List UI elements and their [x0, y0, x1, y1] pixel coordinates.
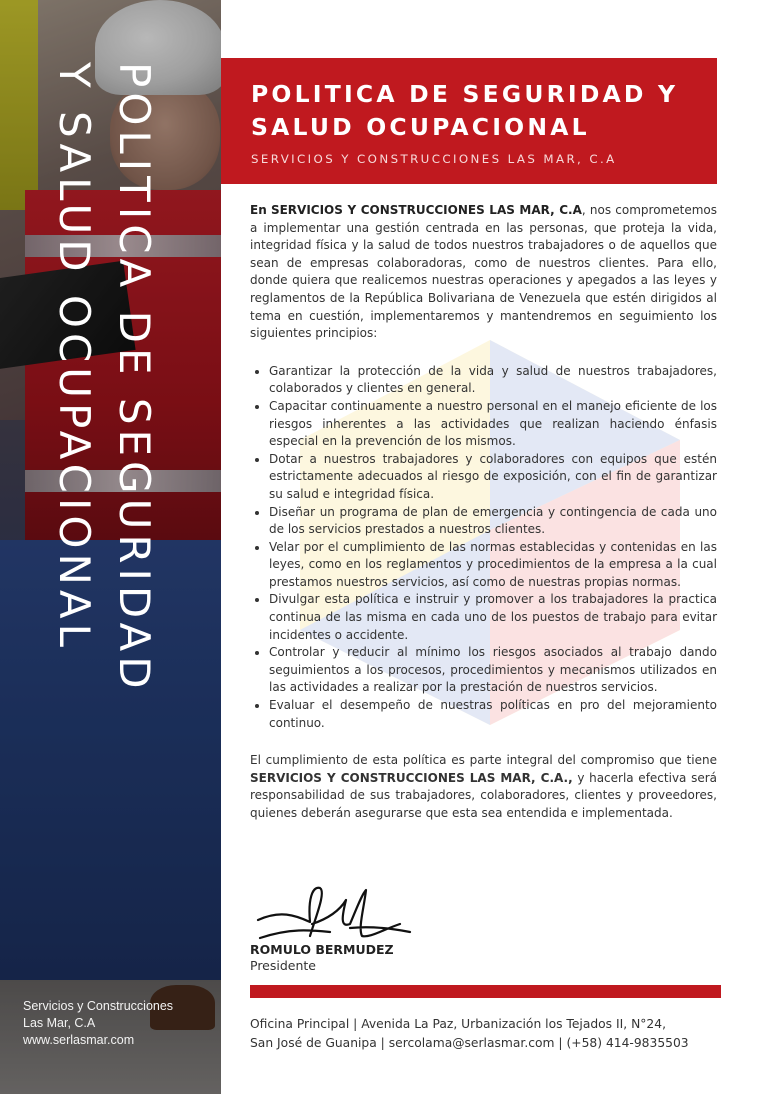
closing-text-after: y hacerla efectiva será responsabilidad de sus trabajadores, colaboradores, clientes y proveedores, quienes deberán asegurarse que esta sea entendida e implementada.: [250, 770, 717, 820]
intro-paragraph: [250, 202, 717, 343]
signatory-role: Presidente: [250, 958, 316, 973]
vertical-title-line1: POLITICA DE SEGURIDAD: [110, 62, 159, 694]
list-item: • Evaluar el desempeño de nuestras políticas en pro del mejoramiento continuo.: [269, 697, 717, 732]
list-item: • Diseñar un programa de plan de emergencia y contingencia de cada uno de los servicios prestados a nuestros clientes.: [269, 504, 717, 539]
list-item: • Dotar a nuestros trabajadores y colaboradores con equipos que estén estrictamente adecuados al riesgo de exposición, con el fin de garantizar su salud e integridad física.: [269, 451, 717, 504]
closing-company-name: SERVICIOS Y CONSTRUCCIONES LAS MAR, C.A.,: [250, 770, 573, 785]
intro-lead: En: [250, 203, 267, 217]
closing-paragraph: [250, 752, 717, 822]
signatory-name: ROMULO BERMUDEZ: [250, 942, 394, 957]
closing-text-before: El cumplimiento de esta política es parte integral del compromiso que tiene: [250, 753, 717, 768]
company-subtitle: SERVICIOS Y CONSTRUCCIONES LAS MAR, C.A: [251, 152, 617, 166]
list-item: • Capacitar continuamente a nuestro personal en el manejo eficiente de los riesgos inherentes a las actividades que realizan haciendo énfasis especial en la prevención de los mismos.: [269, 398, 717, 451]
vertical-title-line2: Y SALUD OCUPACIONAL: [50, 62, 99, 652]
footer-contact: [250, 1015, 725, 1053]
footer-divider: [250, 985, 721, 998]
list-item: • Velar por el cumplimiento de las normas establecidas y contenidas en las leyes, como en los reglamentos y procedimientos de la empresa a la cual prestamos nuestros servicios, así como de nuestras propias normas.: [269, 539, 717, 592]
list-item: • Controlar y reducir al mínimo los riesgos asociados al trabajo dando seguimientos a los procesos, procedimientos y mecanismos utilizados en las actividades a realizar por la prestación de nuestros servicios.: [269, 644, 717, 697]
list-item: • Divulgar esta política e instruir y promover a los trabajadores la practica continua de las misma en cada uno de los puestos de trabajo para evitar incidentes o accidente.: [269, 591, 717, 644]
side-company-info: [23, 998, 218, 1049]
page-title-line1: POLITICA DE SEGURIDAD Y: [251, 80, 679, 108]
side-company-name-1: Servicios y Construcciones: [23, 999, 174, 1013]
footer-contact-line: San José de Guanipa | sercolama@serlasmar.com | (+58) 414-9835503: [250, 1036, 689, 1050]
side-company-name-2: Las Mar, C.A: [23, 1016, 96, 1030]
signature-mark: [250, 880, 420, 950]
list-item: • Garantizar la protección de la vida y salud de nuestros trabajadores, colaborados y clientes en general.: [269, 363, 717, 398]
principles-list: [250, 363, 717, 732]
header-banner: [221, 58, 717, 184]
intro-company-name: SERVICIOS Y CONSTRUCCIONES LAS MAR, C.A: [270, 203, 582, 217]
footer-address: Oficina Principal | Avenida La Paz, Urbanización los Tejados II, N°24,: [250, 1017, 666, 1031]
page-title-line2: SALUD OCUPACIONAL: [251, 113, 590, 141]
worker-photo: [0, 0, 221, 1094]
intro-text: , nos comprometemos a implementar una gestión centrada en las personas, que proteja la vida, integridad física y la salud de todos nuestros trabajadores o de aquellos que sean de empresas colaboradoras, como de nuestros clientes. Para ello, donde quiera que realicemos nuestras operaciones y apegados a las leyes y reglamentos de la República Bolivariana de Venezuela que estén dirigidos al tema en cuestión, implementaremos y mantendremos en seguimiento los siguientes principios:: [250, 203, 717, 341]
page-title: [251, 78, 717, 144]
side-company-website[interactable]: www.serlasmar.com: [23, 1033, 135, 1047]
policy-body: [250, 202, 717, 823]
